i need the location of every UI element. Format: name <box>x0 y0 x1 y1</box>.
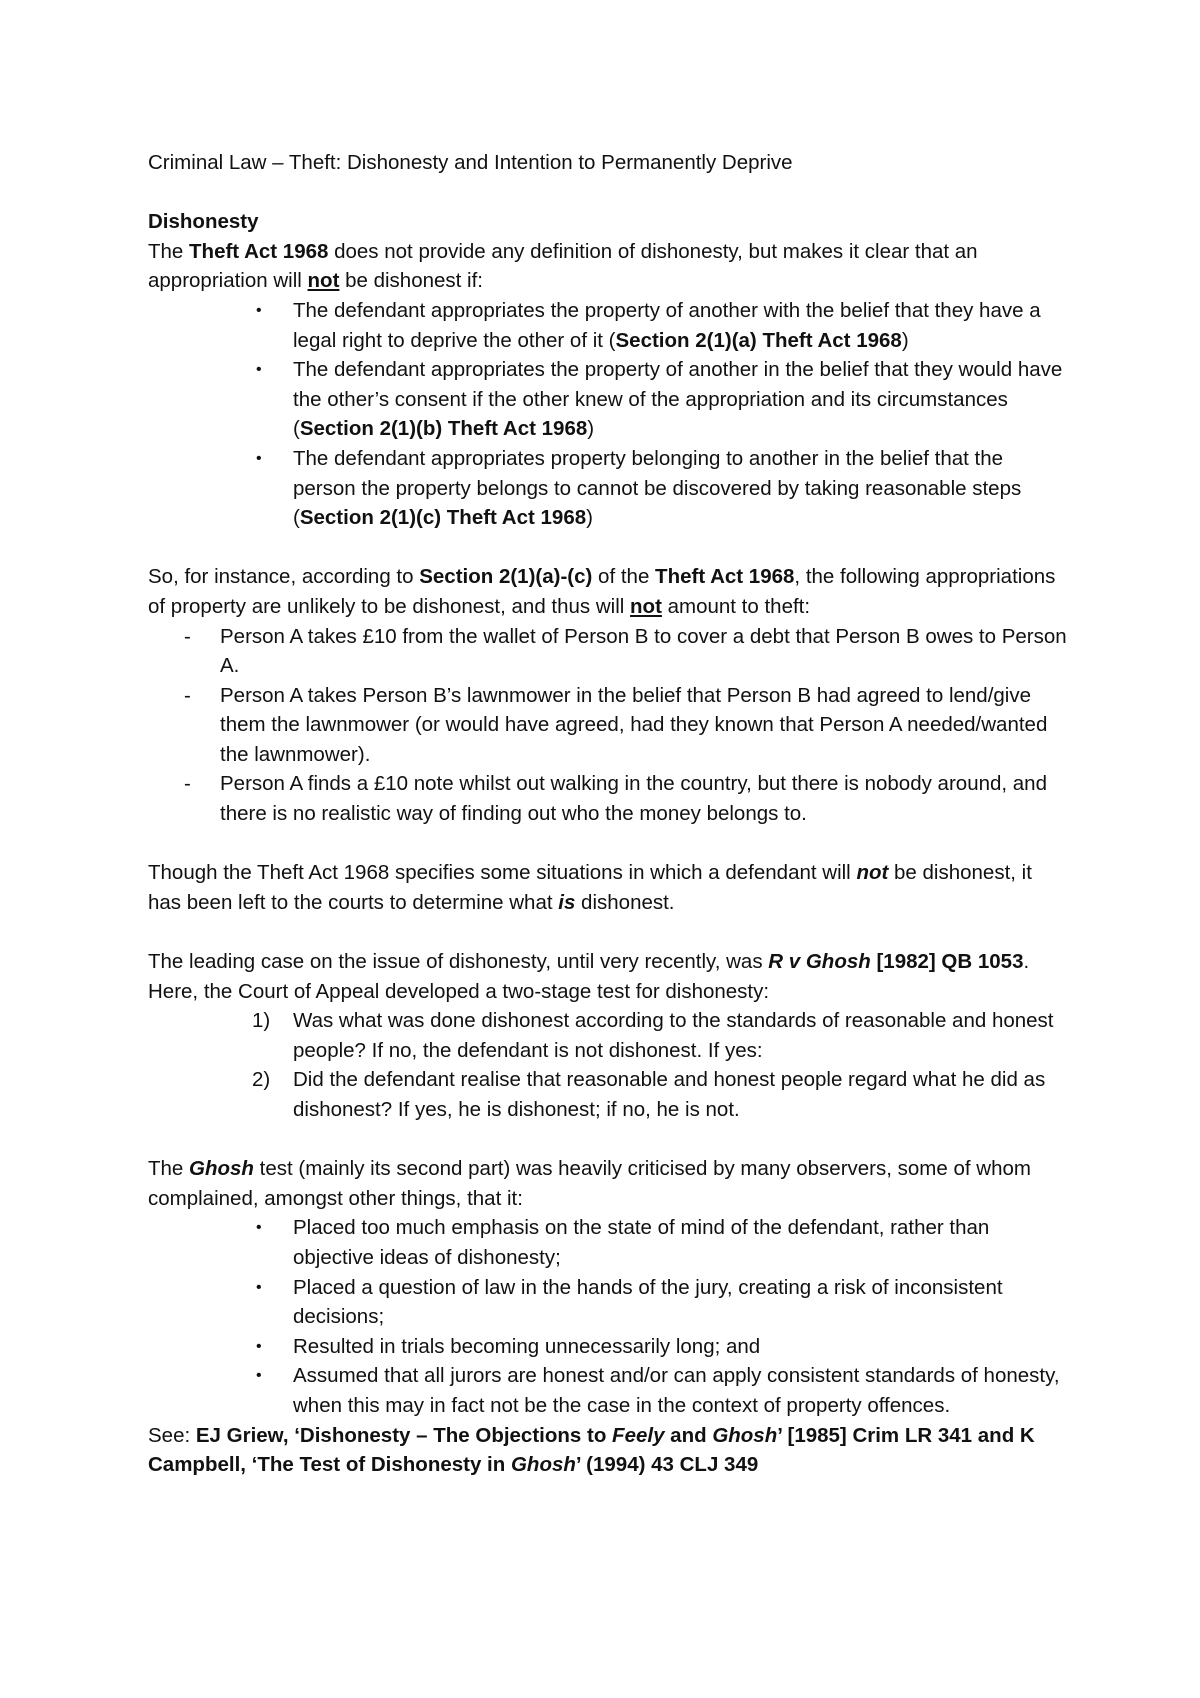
list-item: • The defendant appropriates property belonging to another in the belief that the person the property belongs to cannot be discovered by taking reasonable steps (Section 2(1)(c) Theft Act 1968) <box>148 444 1068 533</box>
list-item: • Placed too much emphasis on the state of mind of the defendant, rather than objective ideas of dishonesty; <box>148 1213 1068 1272</box>
list-item: - Person A finds a £10 note whilst out walking in the country, but there is nobody around, and there is no realistic way of finding out who the money belongs to. <box>148 769 1068 828</box>
list-item: • Resulted in trials becoming unnecessarily long; and <box>148 1332 1068 1362</box>
examples-list <box>148 622 1068 829</box>
list-item: • Assumed that all jurors are honest and/or can apply consistent standards of honesty, when this may in fact not be the case in the context of property offences. <box>148 1361 1068 1420</box>
ghosh-test-list <box>148 1006 1068 1124</box>
criticism-paragraph: The Ghosh test (mainly its second part) was heavily criticised by many observers, some of whom complained, amongst other things, that it: <box>148 1157 1031 1210</box>
list-item: - Person A takes £10 from the wallet of Person B to cover a debt that Person B owes to Person A. <box>148 622 1068 681</box>
examples-paragraph: So, for instance, according to Section 2(1)(a)-(c) of the Theft Act 1968, the following appropriations of property are unlikely to be dishonest, and thus will not amount to theft: <box>148 565 1056 618</box>
list-item: • Placed a question of law in the hands of the jury, creating a risk of inconsistent decisions; <box>148 1273 1068 1332</box>
intro-paragraph: The Theft Act 1968 does not provide any definition of dishonesty, but makes it clear that an appropriation will not be dishonest if: <box>148 239 978 293</box>
criticism-list <box>148 1213 1068 1420</box>
list-item: • The defendant appropriates the property of another in the belief that they would have the other’s consent if the other knew of the appropriation and its circumstances (Section 2(1)(b) Theft Act 1968) <box>148 355 1068 444</box>
courts-paragraph: Though the Theft Act 1968 specifies some situations in which a defendant will not be dishonest, it has been left to the courts to determine what is dishonest. <box>148 861 1032 914</box>
list-item: 1) Was what was done dishonest according to the standards of reasonable and honest people? If no, the defendant is not dishonest. If yes: <box>252 1009 1054 1062</box>
list-item: - Person A takes Person B’s lawnmower in the belief that Person B had agreed to lend/give them the lawnmower (or would have agreed, had they known that Person A needed/wanted the lawnmower). <box>148 681 1068 770</box>
document-body <box>148 148 1068 1480</box>
list-item: • The defendant appropriates the property of another with the belief that they have a legal right to deprive the other of it (Section 2(1)(a) Theft Act 1968) <box>148 296 1068 355</box>
list-item: 2) Did the defendant realise that reasonable and honest people regard what he did as dishonest? If yes, he is dishonest; if no, he is not. <box>252 1068 1046 1121</box>
see-also-references: See: EJ Griew, ‘Dishonesty – The Objections to Feely and Ghosh’ [1985] Crim LR 341 and K Campbell, ‘The Test of Dishonesty in Ghosh’ (1994) 43 CLJ 349 <box>148 1423 1035 1477</box>
document-title: Criminal Law – Theft: Dishonesty and Intention to Permanently Deprive <box>148 151 793 174</box>
exceptions-list <box>148 296 1068 533</box>
section-heading: Dishonesty <box>148 210 259 234</box>
ghosh-paragraph: The leading case on the issue of dishonesty, until very recently, was R v Ghosh [1982] QB 1053. Here, the Court of Appeal developed a two-stage test for dishonesty: <box>148 950 1030 1003</box>
